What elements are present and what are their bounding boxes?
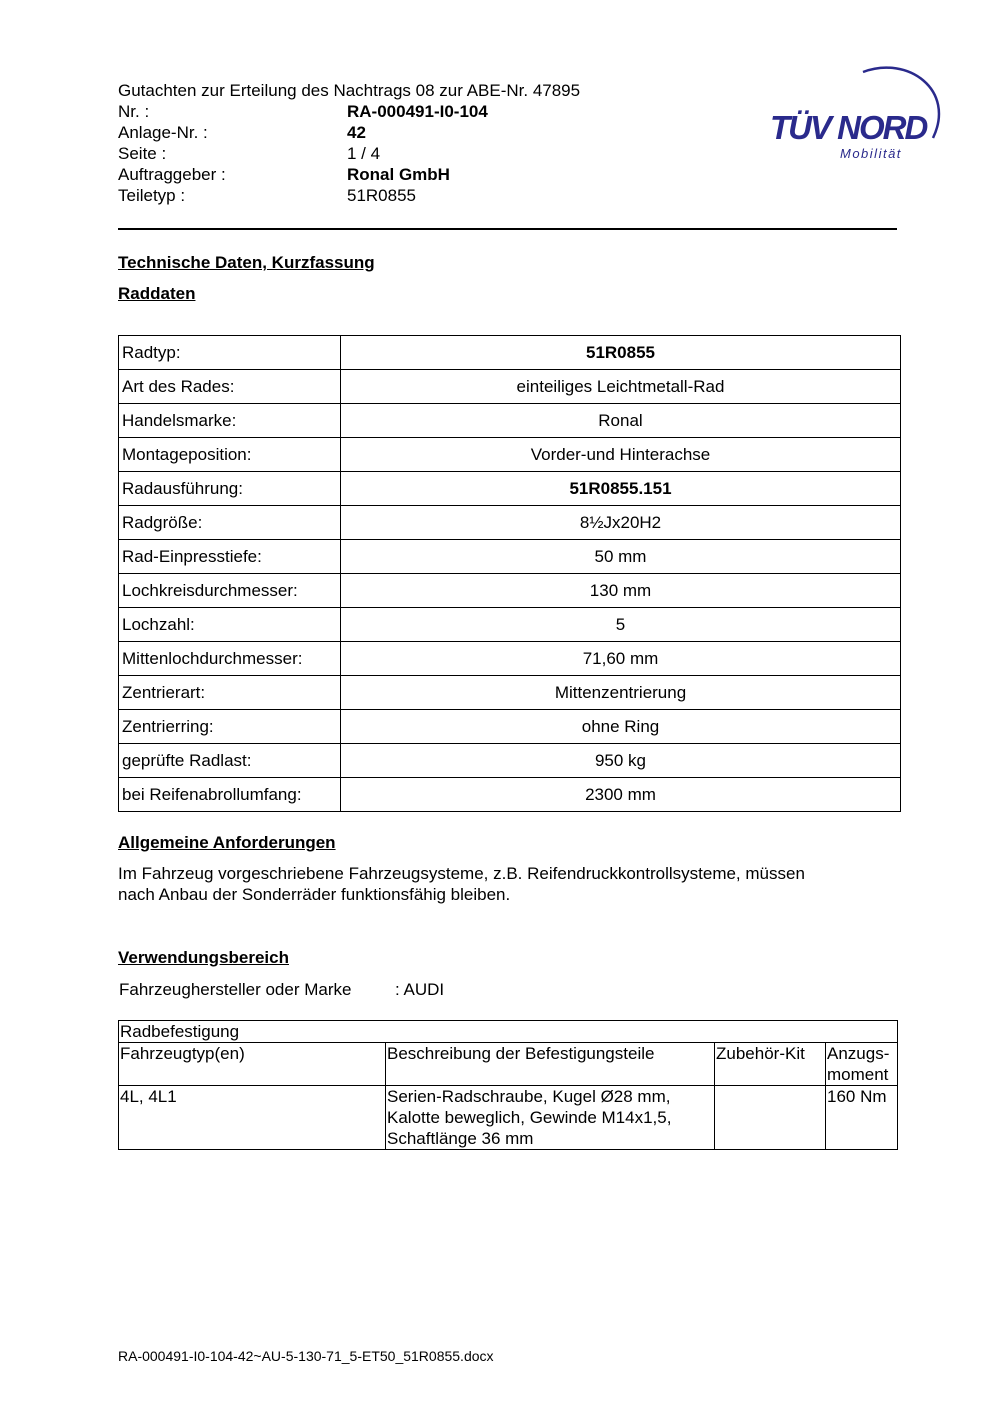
footer-filename: RA-000491-I0-104-42~AU-5-130-71_5-ET50_51R0855.docx (118, 1348, 494, 1364)
logo-brand: TÜV NORD (770, 109, 927, 146)
table-row (119, 778, 901, 812)
maker-line (119, 979, 444, 1000)
row-label: Zentrierart: (119, 676, 341, 710)
row-label: Lochzahl: (119, 608, 341, 642)
row-label: Radtyp: (119, 336, 341, 370)
row-value: 950 kg (341, 744, 901, 778)
row-value: Mittenzentrierung (341, 676, 901, 710)
table-title-row (119, 1021, 898, 1043)
table-row (119, 506, 901, 540)
meta-row-auftraggeber (118, 164, 738, 185)
meta-label: Nr. : (118, 102, 150, 121)
text-line: nach Anbau der Sonderräder funktionsfähig bleiben. (118, 885, 511, 904)
wheel-data-table (118, 335, 901, 812)
table-row (119, 370, 901, 404)
row-label: Handelsmarke: (119, 404, 341, 438)
table-row (119, 472, 901, 506)
description-line: Kalotte beweglich, Gewinde M14x1,5, (387, 1108, 672, 1127)
meta-value: 51R0855 (347, 186, 417, 205)
header-line: moment (827, 1065, 889, 1084)
row-label: Art des Rades: (119, 370, 341, 404)
header-cell: Beschreibung der Befestigungsteile (386, 1043, 715, 1086)
table-row (119, 438, 901, 472)
table-row (119, 642, 901, 676)
header-line: Anzugs- (827, 1044, 890, 1063)
header-divider (118, 228, 897, 230)
row-value: Ronal (341, 404, 901, 438)
text-line: Im Fahrzeug vorgeschriebene Fahrzeugsysteme, z.B. Reifendruckkontrollsysteme, müssen (118, 864, 805, 883)
table-row (119, 574, 901, 608)
row-value: 130 mm (341, 574, 901, 608)
report-title: Gutachten zur Erteilung des Nachtrags 08 zur ABE-Nr. 47895 (118, 81, 581, 100)
logo-sub: Mobilität (840, 146, 902, 161)
header-cell: Fahrzeugtyp(en) (119, 1043, 386, 1086)
row-label: bei Reifenabrollumfang: (119, 778, 341, 812)
table-row (119, 336, 901, 370)
row-label: Rad-Einpresstiefe: (119, 540, 341, 574)
meta-value: 42 (347, 123, 366, 142)
cell-types: 4L, 4L1 (119, 1086, 386, 1150)
meta-label: Seite : (118, 144, 167, 163)
row-label: Lochkreisdurchmesser: (119, 574, 341, 608)
table-row (119, 1086, 898, 1150)
heading-verwendung: Verwendungsbereich (118, 948, 289, 967)
row-label: Radausführung: (119, 472, 341, 506)
table-row (119, 608, 901, 642)
meta-row-anlage (118, 122, 738, 143)
row-label: Radgröße: (119, 506, 341, 540)
row-label: Mittenlochdurchmesser: (119, 642, 341, 676)
meta-label: Teiletyp : (118, 186, 186, 205)
heading-anforderungen: Allgemeine Anforderungen (118, 833, 336, 852)
description-line: Serien-Radschraube, Kugel Ø28 mm, (387, 1087, 671, 1106)
heading-raddaten: Raddaten (118, 284, 196, 303)
cell-torque: 160 Nm (826, 1086, 898, 1150)
table-row (119, 710, 901, 744)
row-value: 51R0855.151 (341, 472, 901, 506)
row-value: 71,60 mm (341, 642, 901, 676)
table-row (119, 404, 901, 438)
row-value: 2300 mm (341, 778, 901, 812)
cell-description (386, 1086, 715, 1150)
table-title: Radbefestigung (119, 1021, 898, 1043)
tuev-nord-logo (768, 60, 948, 170)
meta-label: Auftraggeber : (118, 165, 226, 184)
row-label: geprüfte Radlast: (119, 744, 341, 778)
meta-row-teiletyp (118, 185, 738, 206)
row-value: Vorder-und Hinterachse (341, 438, 901, 472)
table-row (119, 676, 901, 710)
cell-kit (715, 1086, 826, 1150)
meta-value: 1 / 4 (347, 144, 381, 163)
anforderungen-text (118, 863, 898, 905)
table-row (119, 744, 901, 778)
meta-row-nr (118, 101, 738, 122)
description-line: Schaftlänge 36 mm (387, 1129, 534, 1148)
meta-value: Ronal GmbH (347, 165, 450, 184)
row-value: 50 mm (341, 540, 901, 574)
row-value: 51R0855 (341, 336, 901, 370)
table-row (119, 540, 901, 574)
header-cell-torque (826, 1043, 898, 1086)
row-value: einteiliges Leichtmetall-Rad (341, 370, 901, 404)
meta-row-seite (118, 143, 738, 164)
row-label: Zentrierring: (119, 710, 341, 744)
heading-tech: Technische Daten, Kurzfassung (118, 253, 375, 272)
row-value: 8½Jx20H2 (341, 506, 901, 540)
table-header-row (119, 1043, 898, 1086)
header-cell: Zubehör-Kit (715, 1043, 826, 1086)
maker-label: Fahrzeughersteller oder Marke (119, 980, 352, 999)
document-header (118, 80, 738, 206)
row-value: ohne Ring (341, 710, 901, 744)
fastening-table (118, 1020, 898, 1150)
meta-label: Anlage-Nr. : (118, 123, 208, 142)
row-value: 5 (341, 608, 901, 642)
meta-value: RA-000491-I0-104 (347, 102, 488, 121)
row-label: Montageposition: (119, 438, 341, 472)
maker-value: : AUDI (395, 980, 445, 999)
